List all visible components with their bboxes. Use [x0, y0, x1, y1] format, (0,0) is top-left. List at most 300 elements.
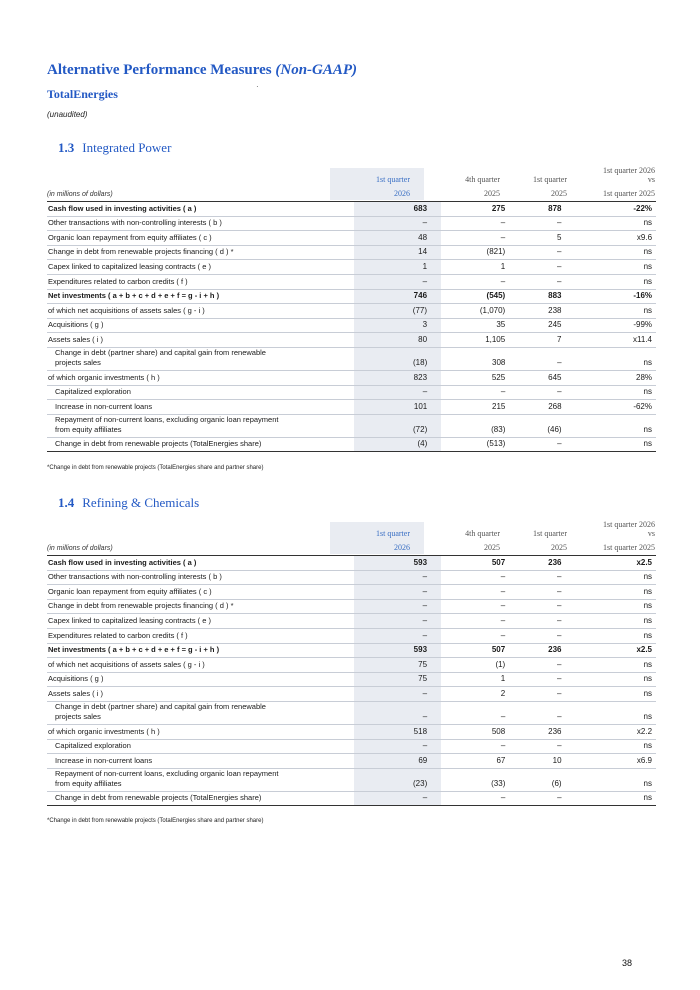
section-number: 1.3 [58, 140, 75, 155]
value-year-ago-quarter [509, 616, 569, 628]
cell-value: 67 [496, 755, 506, 765]
cell-value: ns [643, 778, 652, 788]
row-label-line: Change in debt (partner share) and capital gain from renewable [55, 347, 266, 357]
row-label [47, 320, 306, 332]
col4-header-top1: 1st quarter 2026 [603, 520, 655, 529]
row-label-line: Change in debt from renewable projects (TotalEnergies share) [55, 439, 262, 449]
value-variation [569, 558, 656, 570]
table-row [47, 585, 656, 600]
cell-value: 3 [422, 320, 428, 330]
row-label-line: projects sales [55, 711, 101, 721]
col3-header-top: 1st quarter [533, 175, 567, 184]
cell-value: (46) [547, 424, 562, 434]
cell-value: x2.5 [636, 557, 653, 567]
footnote: *Change in debt from renewable projects (TotalEnergies share and partner share) [47, 818, 264, 824]
row-label-line: projects sales [55, 357, 101, 367]
value-prior-quarter [441, 660, 509, 672]
cell-value: – [557, 586, 562, 596]
value-variation [570, 387, 656, 399]
row-label-line: Net investments ( a + b + c + d + e + f = g - i + h ) [48, 291, 220, 301]
cell-value: (83) [491, 424, 506, 434]
table-row [47, 687, 656, 702]
cell-value: (72) [413, 424, 428, 434]
cell-value: – [422, 630, 428, 640]
cell-value: – [500, 218, 506, 228]
value-year-ago-quarter [509, 689, 569, 701]
value-variation [569, 587, 656, 599]
value-year-ago-quarter [509, 387, 569, 399]
cell-value: 14 [418, 247, 428, 257]
value-prior-quarter [441, 793, 509, 805]
cell-value: 683 [413, 203, 428, 213]
units-label: (in millions of dollars) [47, 545, 113, 552]
row-label-line: of which net acquisitions of assets sales ( g - i ) [48, 659, 205, 669]
value-year-ago-quarter [509, 306, 569, 318]
value-variation [570, 793, 656, 805]
value-prior-quarter [441, 358, 509, 370]
integrated-power-table [47, 201, 656, 452]
cell-value: – [422, 793, 428, 803]
value-prior-quarter [441, 741, 509, 753]
row-label [47, 741, 306, 753]
cell-value: (1) [495, 659, 506, 669]
units-label: (in millions of dollars) [47, 191, 113, 198]
table-row [47, 260, 656, 275]
cell-value: 518 [413, 726, 428, 736]
value-current-quarter [354, 246, 441, 260]
col1-header-top: 1st quarter [376, 529, 410, 538]
value-prior-quarter [441, 306, 509, 318]
cell-value: 2 [500, 688, 506, 698]
cell-value: – [422, 572, 428, 582]
value-year-ago-quarter [509, 291, 569, 303]
cell-value: ns [643, 424, 652, 434]
cell-value: (23) [413, 778, 428, 788]
col4-header-top2: vs [647, 175, 655, 184]
row-label-line: Change in debt from renewable projects financing ( d ) * [48, 247, 234, 257]
cell-value: ns [643, 688, 653, 698]
value-variation [569, 601, 656, 613]
col4-header-bottom: 1st quarter 2025 [603, 189, 655, 198]
row-label [47, 702, 306, 724]
cell-value: x11.4 [633, 334, 653, 344]
cell-value: – [422, 586, 428, 596]
cell-value: ns [643, 305, 653, 315]
cell-value: ns [643, 741, 652, 751]
table-row [47, 740, 656, 755]
value-variation [570, 756, 656, 768]
row-label-line: Net investments ( a + b + c + d + e + f = g - i + h ) [48, 645, 220, 655]
cell-value: x2.5 [636, 645, 653, 655]
row-label [47, 727, 306, 739]
value-year-ago-quarter [509, 793, 569, 805]
col2-header-bottom: 2025 [484, 543, 500, 552]
cell-value: ns [643, 630, 653, 640]
cell-value: 80 [418, 334, 428, 344]
value-prior-quarter [441, 645, 509, 657]
row-label [47, 415, 306, 437]
cell-value: (6) [551, 778, 562, 788]
table-row [47, 792, 656, 807]
cell-value: ns [643, 711, 652, 721]
cell-value: – [500, 276, 506, 286]
cell-value: 7 [557, 334, 562, 344]
cell-value: ns [643, 586, 653, 596]
cell-value: 1,105 [485, 334, 506, 344]
table-row [47, 415, 656, 438]
cell-value: – [422, 387, 428, 397]
cell-value: 645 [548, 372, 562, 382]
value-year-ago-quarter [509, 756, 569, 768]
value-current-quarter [354, 658, 441, 672]
table-row [47, 725, 656, 740]
cell-value: – [500, 741, 506, 751]
cell-value: (4) [417, 439, 428, 449]
value-year-ago-quarter [509, 779, 569, 791]
value-variation [569, 689, 656, 701]
value-current-quarter [354, 319, 441, 333]
value-year-ago-quarter [509, 218, 569, 230]
table-row [47, 231, 656, 246]
cell-value: 69 [418, 755, 428, 765]
cell-value: x9.6 [636, 232, 653, 242]
value-current-quarter [354, 400, 441, 414]
row-label-line: Change in debt from renewable projects (TotalEnergies share) [55, 793, 262, 803]
cell-value: – [557, 572, 562, 582]
cell-value: – [557, 659, 562, 669]
table-row [47, 438, 656, 453]
value-prior-quarter [441, 572, 509, 584]
value-prior-quarter [441, 291, 509, 303]
cell-value: – [500, 601, 506, 611]
table-row [47, 769, 656, 792]
row-label-line: Cash flow used in investing activities ( a ) [48, 203, 197, 213]
cell-value: 883 [548, 291, 562, 301]
value-year-ago-quarter [509, 712, 569, 724]
cell-value: ns [643, 261, 653, 271]
cell-value: 101 [413, 401, 428, 411]
value-current-quarter [354, 202, 441, 216]
cell-value: 746 [413, 291, 428, 301]
cell-value: -62% [633, 401, 652, 411]
row-label-line: Capex linked to capitalized leasing contracts ( e ) [48, 261, 212, 271]
table-row [47, 333, 656, 348]
row-label-line: Acquisitions ( g ) [48, 320, 104, 330]
cell-value: ns [643, 572, 653, 582]
title-italic: (Non-GAAP) [275, 62, 358, 78]
table-row [47, 348, 656, 371]
value-year-ago-quarter [509, 335, 569, 347]
value-current-quarter [354, 571, 441, 585]
row-label [47, 218, 306, 230]
value-prior-quarter [441, 616, 509, 628]
value-current-quarter [354, 333, 441, 347]
value-year-ago-quarter [509, 402, 569, 414]
value-year-ago-quarter [509, 645, 569, 657]
cell-value: 5 [557, 232, 562, 242]
cell-value: – [500, 630, 506, 640]
row-label [47, 247, 306, 259]
cell-value: – [557, 276, 562, 286]
row-label [47, 348, 306, 370]
cell-value: 823 [413, 372, 428, 382]
value-current-quarter [354, 673, 441, 687]
table-row [47, 290, 656, 305]
cell-value: 525 [491, 372, 506, 382]
cell-value: ns [643, 218, 653, 228]
table-row [47, 629, 656, 644]
value-prior-quarter [441, 689, 509, 701]
value-prior-quarter [441, 674, 509, 686]
cell-value: – [422, 276, 428, 286]
cell-value: – [500, 586, 506, 596]
table-row [47, 702, 656, 725]
cell-value: ns [643, 387, 652, 397]
value-variation [569, 572, 656, 584]
value-current-quarter [354, 614, 441, 628]
row-label-line: Repayment of non-current loans, excluding organic loan repayment [55, 768, 279, 778]
cell-value: 28% [636, 372, 653, 382]
row-label [47, 204, 306, 216]
cell-value: – [557, 247, 562, 257]
table-row [47, 386, 656, 401]
cell-value: (1,070) [479, 305, 506, 315]
cell-value: 508 [491, 726, 506, 736]
value-prior-quarter [441, 727, 509, 739]
value-current-quarter [354, 585, 441, 599]
cell-value: – [422, 601, 428, 611]
value-prior-quarter [441, 402, 509, 414]
table-row [47, 614, 656, 629]
col1-header-top: 1st quarter [376, 175, 410, 184]
row-label [47, 558, 306, 570]
stray-dot: · [256, 82, 259, 91]
value-current-quarter [354, 556, 441, 570]
cell-value: ns [643, 793, 652, 803]
cell-value: -99% [633, 320, 653, 330]
cell-value: 35 [496, 320, 506, 330]
row-label-line: Expenditures related to carbon credits ( f ) [48, 630, 188, 640]
table-row [47, 673, 656, 688]
section-label: Refining & Chemicals [82, 495, 200, 510]
value-prior-quarter [441, 387, 509, 399]
value-year-ago-quarter [509, 601, 569, 613]
cell-value: 48 [418, 232, 428, 242]
value-year-ago-quarter [509, 277, 569, 289]
value-prior-quarter [441, 335, 509, 347]
cell-value: x6.9 [636, 755, 652, 765]
value-current-quarter [354, 348, 441, 370]
cell-value: – [422, 711, 428, 721]
cell-value: – [557, 674, 562, 684]
cell-value: – [557, 601, 562, 611]
row-label [47, 689, 306, 701]
row-label-line: Cash flow used in investing activities ( a ) [48, 557, 197, 567]
value-year-ago-quarter [509, 247, 569, 259]
value-variation [569, 262, 656, 274]
row-label [47, 793, 306, 805]
value-prior-quarter [441, 262, 509, 274]
value-year-ago-quarter [509, 262, 569, 274]
value-current-quarter [354, 754, 441, 768]
value-year-ago-quarter [509, 741, 569, 753]
cell-value: 1 [500, 261, 506, 271]
cell-value: – [422, 741, 428, 751]
value-prior-quarter [441, 756, 509, 768]
value-current-quarter [354, 629, 441, 643]
row-label [47, 233, 306, 245]
document-title [47, 62, 357, 79]
value-prior-quarter [441, 320, 509, 332]
value-variation [569, 306, 656, 318]
value-year-ago-quarter [509, 439, 569, 451]
value-current-quarter [354, 792, 441, 806]
cell-value: – [422, 615, 428, 625]
row-label-line: Other transactions with non-controlling interests ( b ) [48, 572, 222, 582]
value-year-ago-quarter [509, 373, 569, 385]
value-current-quarter [354, 371, 441, 385]
cell-value: 593 [413, 557, 428, 567]
value-year-ago-quarter [509, 674, 569, 686]
value-variation [569, 204, 656, 216]
table-row [47, 658, 656, 673]
value-current-quarter [354, 260, 441, 274]
value-current-quarter [354, 687, 441, 701]
value-year-ago-quarter [509, 660, 569, 672]
cell-value: 215 [492, 401, 506, 411]
refining-chemicals-table [47, 555, 656, 806]
row-label-line: Assets sales ( i ) [48, 334, 104, 344]
col3-header-bottom: 2025 [551, 543, 567, 552]
row-label [47, 660, 306, 672]
table-row [47, 754, 656, 769]
row-label-line: Increase in non-current loans [55, 401, 153, 411]
row-label-line: Acquisitions ( g ) [48, 674, 104, 684]
value-year-ago-quarter [509, 204, 569, 216]
value-prior-quarter [441, 233, 509, 245]
cell-value: 275 [491, 203, 506, 213]
value-year-ago-quarter [509, 425, 569, 437]
cell-value: – [422, 218, 428, 228]
row-label-line: Capex linked to capitalized leasing contracts ( e ) [48, 615, 212, 625]
row-label-line: Increase in non-current loans [55, 755, 153, 765]
col3-header-top: 1st quarter [533, 529, 567, 538]
value-year-ago-quarter [509, 320, 569, 332]
value-variation [569, 291, 656, 303]
value-prior-quarter [441, 373, 509, 385]
value-year-ago-quarter [509, 358, 569, 370]
value-variation [569, 674, 656, 686]
row-label-line: Assets sales ( i ) [48, 688, 104, 698]
value-current-quarter [354, 231, 441, 245]
row-label-line: Capitalized exploration [55, 741, 131, 751]
cell-value: – [557, 741, 562, 751]
table-row [47, 217, 656, 232]
col4-header-top1: 1st quarter 2026 [603, 166, 655, 175]
col2-header-bottom: 2025 [484, 189, 500, 198]
cell-value: (513) [486, 439, 506, 449]
cell-value: ns [643, 674, 653, 684]
value-variation [569, 247, 656, 259]
value-current-quarter [354, 290, 441, 304]
cell-value: ns [643, 659, 653, 669]
row-label [47, 616, 306, 628]
cell-value: ns [643, 439, 652, 449]
cell-value: – [500, 615, 506, 625]
cell-value: ns [643, 247, 653, 257]
row-label-line: of which net acquisitions of assets sales ( g - i ) [48, 305, 205, 315]
value-variation [569, 320, 656, 332]
value-current-quarter [354, 769, 441, 791]
value-prior-quarter [441, 631, 509, 643]
cell-value: 268 [548, 401, 562, 411]
row-label-line: Capitalized exploration [55, 387, 131, 397]
value-current-quarter [354, 438, 441, 452]
cell-value: 10 [552, 755, 562, 765]
title-main: Alternative Performance Measures [47, 62, 272, 78]
row-label [47, 601, 306, 613]
cell-value: – [557, 711, 562, 721]
value-variation [569, 277, 656, 289]
cell-value: 236 [548, 645, 562, 655]
table-row [47, 556, 656, 571]
value-variation [570, 439, 656, 451]
row-label-line: Expenditures related to carbon credits ( f ) [48, 276, 188, 286]
row-label-line: Organic loan repayment from equity affiliates ( c ) [48, 586, 212, 596]
row-label [47, 291, 306, 303]
row-label [47, 439, 306, 451]
value-year-ago-quarter [509, 233, 569, 245]
cell-value: – [557, 218, 562, 228]
value-year-ago-quarter [509, 631, 569, 643]
row-label-line: of which organic investments ( h ) [48, 372, 160, 382]
cell-value: -16% [633, 291, 653, 301]
row-label-line: from equity affiliates [55, 778, 122, 788]
row-label-line: Organic loan repayment from equity affiliates ( c ) [48, 232, 212, 242]
cell-value: x2.2 [636, 726, 653, 736]
company-name: TotalEnergies [47, 87, 118, 101]
section-title-integrated-power [58, 140, 171, 156]
value-variation [569, 645, 656, 657]
table-row [47, 600, 656, 615]
value-variation [570, 425, 656, 437]
cell-value: 245 [548, 320, 562, 330]
row-label [47, 769, 306, 791]
cell-value: 236 [548, 557, 562, 567]
row-label [47, 587, 306, 599]
value-variation [570, 712, 656, 724]
row-label-line: Repayment of non-current loans, excluding organic loan repayment [55, 414, 279, 424]
value-variation [569, 631, 656, 643]
cell-value: 238 [548, 305, 562, 315]
col2-header-top: 4th quarter [465, 529, 500, 538]
cell-value: – [557, 688, 562, 698]
cell-value: (77) [412, 305, 428, 315]
row-label [47, 674, 306, 686]
value-current-quarter [354, 217, 441, 231]
cell-value: – [557, 615, 562, 625]
row-label-line: from equity affiliates [55, 424, 122, 434]
col1-header-bottom: 2026 [394, 543, 410, 552]
col2-header-top: 4th quarter [465, 175, 500, 184]
table-row [47, 400, 656, 415]
row-label [47, 402, 306, 414]
section-number: 1.4 [58, 495, 75, 510]
table-row [47, 644, 656, 659]
cell-value: – [500, 572, 506, 582]
cell-value: 308 [492, 357, 506, 367]
row-label [47, 645, 306, 657]
